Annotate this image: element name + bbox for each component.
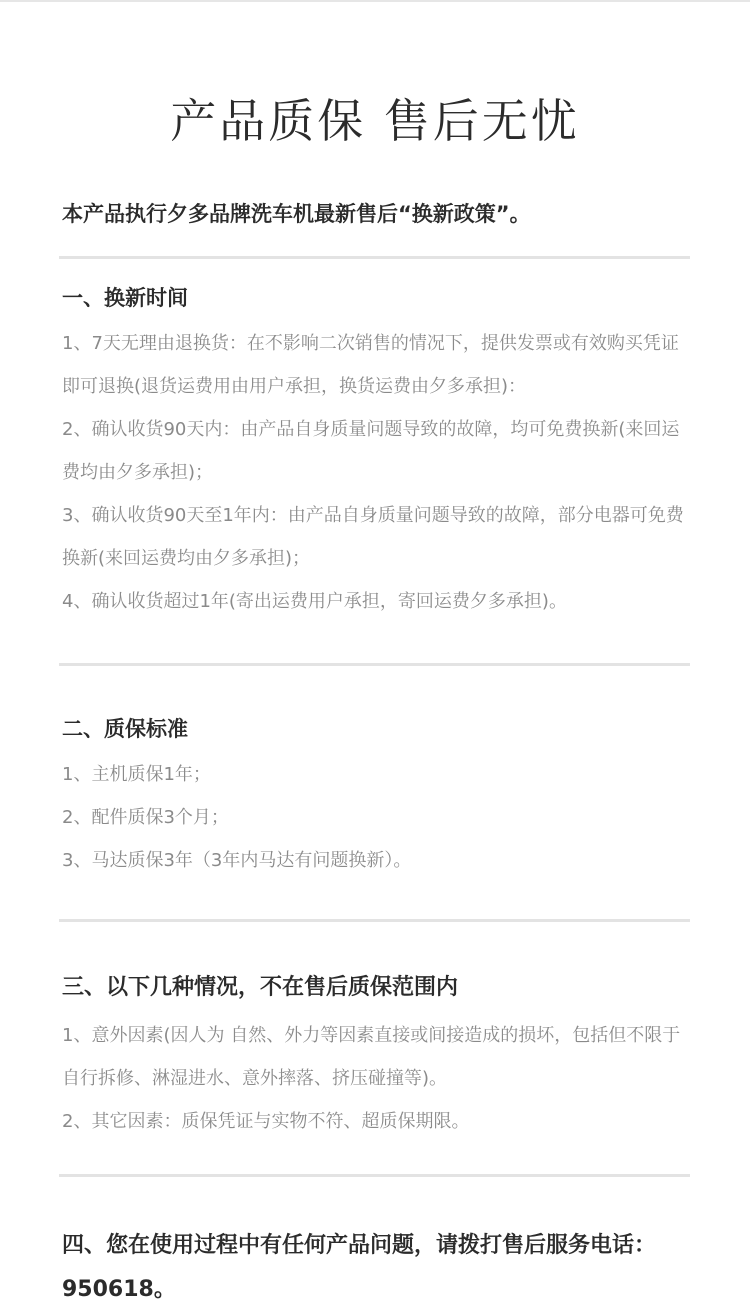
list-item: 2、确认收货90天内：由产品自身质量问题导致的故障，均可免费换新(来回运费均由夕多承担)； <box>62 419 680 483</box>
section-warranty-standard <box>62 711 692 882</box>
list-item: 4、确认收货超过1年(寄出运费用户承担，寄回运费夕多承担)。 <box>62 591 567 612</box>
list-item: 2、配件质保3个月； <box>62 807 229 828</box>
divider <box>59 919 690 922</box>
list-item: 2、其它因素：质保凭证与实物不符、超质保期限。 <box>62 1111 470 1132</box>
list-item: 1、主机质保1年； <box>62 764 211 785</box>
divider <box>59 1174 690 1177</box>
section-contact <box>62 1224 692 1312</box>
section-heading: 二、质保标准 <box>62 717 188 741</box>
list-item: 3、马达质保3年（3年内马达有问题换新）。 <box>62 850 412 871</box>
top-divider <box>0 0 750 2</box>
section-exchange-time <box>62 280 692 623</box>
list-item: 1、意外因素(因人为 自然、外力等因素直接或间接造成的损坏，包括但不限于自行拆修、淋湿进水、意外摔落、挤压碰撞等)。 <box>62 1025 681 1089</box>
page-title: 产品质保 售后无忧 <box>170 94 580 148</box>
section-heading: 一、换新时间 <box>62 286 188 310</box>
service-hotline-text: 四、您在使用过程中有任何产品问题，请拨打售后服务电话：950618。 <box>62 1233 657 1302</box>
section-heading: 三、以下几种情况，不在售后质保范围内 <box>62 975 459 1000</box>
section-exclusions <box>62 968 692 1143</box>
divider <box>59 256 690 259</box>
intro-text: 本产品执行夕多品牌洗车机最新售后“换新政策”。 <box>62 202 531 226</box>
divider <box>59 663 690 666</box>
list-item: 1、7天无理由退换货：在不影响二次销售的情况下，提供发票或有效购买凭证即可退换(退货运费用由用户承担，换货运费由夕多承担)： <box>62 333 679 397</box>
list-item: 3、确认收货90天至1年内：由产品自身质量问题导致的故障，部分电器可免费换新(来回运费均由夕多承担)； <box>62 505 684 569</box>
